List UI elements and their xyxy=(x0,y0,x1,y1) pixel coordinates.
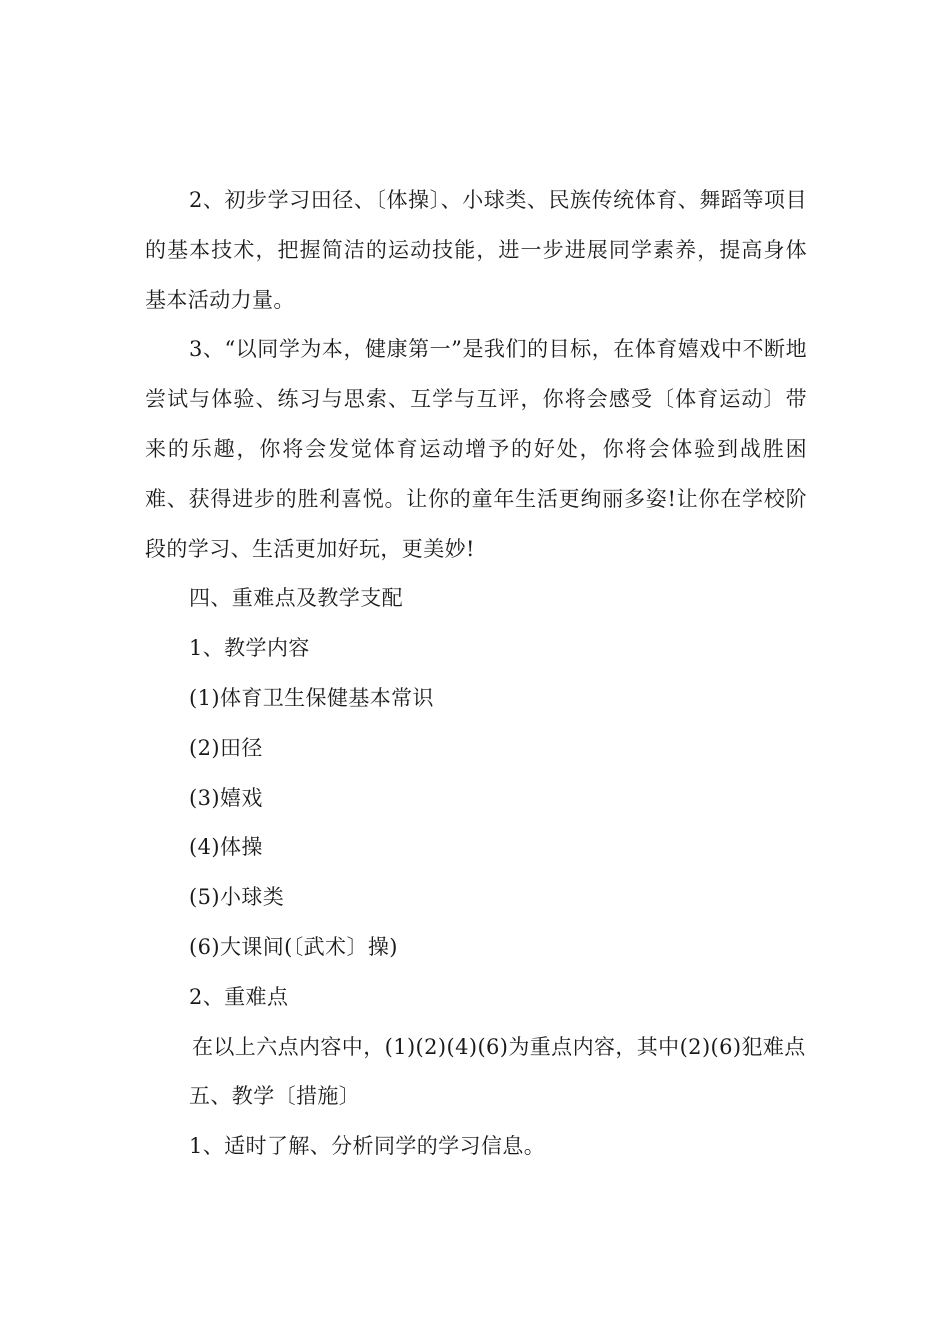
subheading-teaching-content: 1、教学内容 xyxy=(189,636,310,661)
list-item-health-knowledge: (1)体育卫生保健基本常识 xyxy=(189,685,434,710)
paragraph-learning-skills: 2、初步学习田径、〔体操〕、小球类、民族传统体育、舞蹈等项目的基本技术，把握简洁的运动技能，进一步进展同学素养，提高身体基本活动力量。 xyxy=(145,188,807,312)
subheading-key-difficulties: 2、重难点 xyxy=(189,984,289,1009)
list-item-break-exercise: (6)大课间(〔武术〕操) xyxy=(189,934,398,959)
list-item-small-ball: (5)小球类 xyxy=(189,885,285,910)
section-heading-key-points: 四、重难点及教学支配 xyxy=(189,586,403,611)
list-item-gymnastics: (4)体操 xyxy=(189,835,263,860)
list-item-student-info: 1、适时了解、分析同学的学习信息。 xyxy=(189,1134,546,1159)
paragraph-key-content-summary: 在以上六点内容中，(1)(2)(4)(6)为重点内容，其中(2)(6)犯难点 xyxy=(192,1034,806,1059)
section-heading-teaching-measures: 五、教学〔措施〕 xyxy=(189,1084,361,1109)
list-item-track-field: (2)田径 xyxy=(189,735,263,760)
paragraph-student-centered-goal: 3、“以同学为本，健康第一”是我们的目标，在体育嬉戏中不断地尝试与体验、练习与思索、互学与互评，你将会感受〔体育运动〕带来的乐趣，你将会发觉体育运动增予的好处，你将会体验到战胜困难、获得进步的胜利喜悦。让你的童年生活更绚丽多姿!让你在学校阶段的学习、生活更加好玩，更美妙! xyxy=(145,337,807,561)
list-item-games: (3)嬉戏 xyxy=(189,785,263,810)
document-body xyxy=(145,176,807,1172)
